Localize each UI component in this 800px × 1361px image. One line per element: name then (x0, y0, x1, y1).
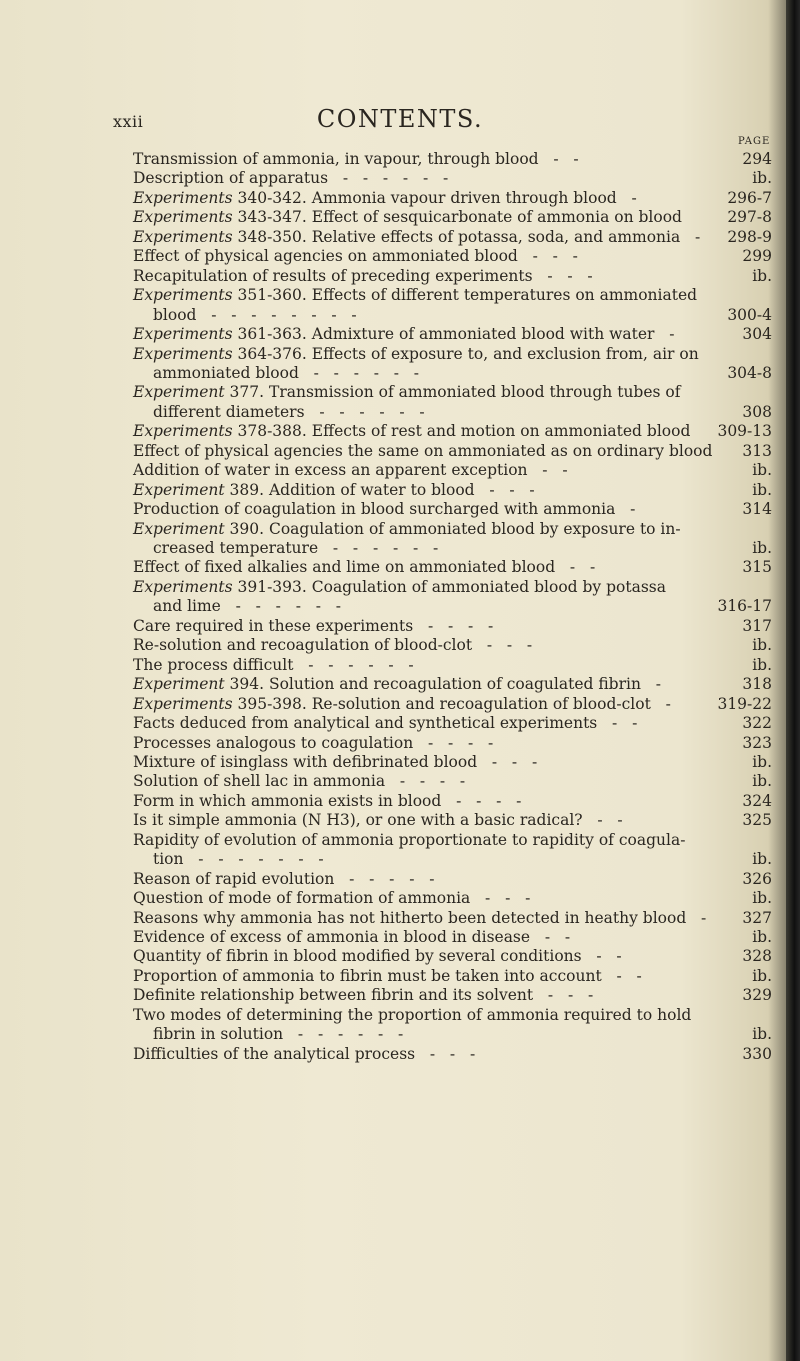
contents-entry (133, 441, 712, 461)
entry-italic-lead: Experiments (133, 228, 233, 246)
entry-text: Effect of fixed alkalies and lime on ammoniated blood (133, 558, 556, 576)
entry-leader-dashes: - - (601, 967, 642, 985)
entry-leader-dashes: - - - (517, 247, 578, 265)
contents-entry (133, 888, 530, 908)
entry-text: 351-360. Effects of different temperatures on ammoniated (232, 286, 698, 304)
entry-page-number: 309-13 (717, 422, 772, 440)
entry-text: Effect of physical agencies on ammoniated blood (133, 247, 518, 265)
entry-page-number: 324 (742, 792, 772, 810)
entry-page-number: ib. (752, 850, 772, 868)
entry-text: 394. Solution and recoagulation of coagulated fibrin (224, 675, 641, 693)
entry-text: Processes analogous to coagulation (133, 734, 414, 752)
entry-page-number: 319-22 (717, 695, 772, 713)
page-title: CONTENTS. (316, 105, 484, 133)
contents-entry (133, 771, 465, 791)
contents-entry (133, 616, 493, 636)
entry-page-number: ib. (752, 169, 772, 187)
entry-text: Transmission of ammonia, in vapour, through blood (133, 150, 539, 168)
entry-leader-dashes: - - - - - - (328, 169, 449, 187)
contents-entry (133, 985, 593, 1005)
entry-page-number: 329 (742, 986, 772, 1004)
contents-entry (133, 752, 537, 772)
entry-text: Form in which ammonia exists in blood (133, 792, 442, 810)
entry-text: 390. Coagulation of ammoniated blood by exposure to in- (224, 520, 681, 538)
entry-page-number: 316-17 (717, 597, 772, 615)
entry-leader-dashes: - - - (477, 753, 538, 771)
entry-page-number: 296-7 (727, 189, 772, 207)
entry-page-number: 315 (742, 558, 772, 576)
entry-text: 389. Addition of water to blood (224, 481, 475, 499)
entry-text: Is it simple ammonia (N H3), or one with a basic radical? (133, 811, 583, 829)
contents-entry (153, 305, 357, 325)
contents-entry (133, 499, 635, 519)
entry-text: 378-388. Effects of rest and motion on ammoniated blood (232, 422, 691, 440)
entry-italic-lead: Experiments (133, 695, 233, 713)
entry-page-number: 327 (742, 909, 772, 927)
entry-text: Re-solution and recoagulation of blood-clot (133, 636, 473, 654)
contents-entry (133, 227, 700, 247)
page-numeral: xxii (113, 112, 144, 131)
entry-text: 377. Transmission of ammoniated blood through tubes of (224, 383, 681, 401)
entry-text: blood (153, 306, 197, 324)
contents-entry (133, 382, 680, 402)
entry-page-number: 300-4 (727, 306, 772, 324)
entry-leader-dashes: - - - - - - - - (196, 306, 357, 324)
entry-page-number: 317 (742, 617, 772, 635)
contents-entry (133, 188, 637, 208)
entry-leader-dashes: - - - - - - (298, 364, 419, 382)
entry-page-number: ib. (752, 1025, 772, 1043)
contents-entry (133, 285, 697, 305)
entry-leader-dashes: - - (597, 714, 638, 732)
contents-entry (153, 849, 324, 869)
entry-text: and lime (153, 597, 221, 615)
entry-page-number: 297-8 (727, 208, 772, 226)
entry-text: Evidence of excess of ammonia in blood in disease (133, 928, 531, 946)
contents-entry (133, 421, 690, 441)
contents-entry (133, 246, 578, 266)
entry-italic-lead: Experiment (133, 675, 225, 693)
entry-page-number: 304 (742, 325, 772, 343)
entry-page-number: 318 (742, 675, 772, 693)
contents-entry (133, 149, 579, 169)
contents-entry (133, 694, 671, 714)
entry-page-number: 325 (742, 811, 772, 829)
entry-text: Reason of rapid evolution (133, 870, 335, 888)
entry-page-number: 314 (742, 500, 772, 518)
entry-italic-lead: Experiments (133, 578, 233, 596)
entry-leader-dashes: - - - - (441, 792, 522, 810)
entry-page-number: 322 (742, 714, 772, 732)
contents-entry (153, 596, 341, 616)
entry-page-number: 323 (742, 734, 772, 752)
entry-leader-dashes: - (686, 909, 707, 927)
entry-page-number: 328 (742, 947, 772, 965)
entry-page-number: ib. (752, 481, 772, 499)
entry-leader-dashes: - - - - (413, 617, 494, 635)
contents-entry (133, 966, 642, 986)
contents-entry (133, 266, 593, 286)
entry-leader-dashes: - - - - - - (283, 1025, 404, 1043)
contents-entry (133, 168, 448, 188)
entry-leader-dashes: - (680, 228, 701, 246)
entry-text: different diameters (153, 403, 305, 421)
contents-entry (133, 655, 414, 675)
entry-text: 343-347. Effect of sesquicarbonate of ammonia on blood (232, 208, 682, 226)
entry-text: Reasons why ammonia has not hitherto been detected in heathy blood (133, 909, 687, 927)
entry-leader-dashes: - - - - (385, 772, 466, 790)
page-column-label: PAGE (738, 136, 771, 147)
entry-page-number: 313 (742, 442, 772, 460)
entry-text: fibrin in solution (153, 1025, 284, 1043)
entry-leader-dashes: - - - (533, 986, 594, 1004)
entry-page-number: 299 (742, 247, 772, 265)
contents-entry (133, 480, 535, 500)
contents-entry (153, 538, 438, 558)
contents-entry (153, 402, 425, 422)
entry-page-number: 326 (742, 870, 772, 888)
entry-leader-dashes: - - (582, 811, 623, 829)
entry-text: Rapidity of evolution of ammonia proportionate to rapidity of coagula- (133, 831, 686, 849)
entry-text: Quantity of fibrin in blood modified by several conditions (133, 947, 582, 965)
contents-entry (133, 460, 568, 480)
entry-leader-dashes: - - - - (413, 734, 494, 752)
entry-leader-dashes: - - - (474, 481, 535, 499)
entry-page-number: ib. (752, 967, 772, 985)
entry-leader-dashes: - - (527, 461, 568, 479)
entry-italic-lead: Experiments (133, 422, 233, 440)
entry-italic-lead: Experiments (133, 189, 233, 207)
contents-entry (133, 557, 595, 577)
entry-page-number: ib. (752, 656, 772, 674)
entry-leader-dashes: - (616, 189, 637, 207)
entry-text: Two modes of determining the proportion of ammonia required to hold (133, 1006, 692, 1024)
contents-entry (133, 519, 681, 539)
entry-page-number: ib. (752, 753, 772, 771)
contents-entry (133, 946, 622, 966)
entry-leader-dashes: - - - - - - (318, 539, 439, 557)
entry-text: Definite relationship between fibrin and its solvent (133, 986, 534, 1004)
contents-entry (133, 324, 674, 344)
entry-italic-lead: Experiments (133, 345, 233, 363)
entry-leader-dashes: - (615, 500, 636, 518)
entry-text: Recapitulation of results of preceding experiments (133, 267, 533, 285)
entry-leader-dashes: - - - (415, 1045, 476, 1063)
entry-page-number: 294 (742, 150, 772, 168)
entry-text: Proportion of ammonia to fibrin must be taken into account (133, 967, 602, 985)
entry-text: Care required in these experiments (133, 617, 414, 635)
contents-entry (133, 1044, 475, 1064)
contents-entry (133, 344, 699, 364)
contents-entry (133, 674, 661, 694)
entry-page-number: ib. (752, 889, 772, 907)
entry-text: 395-398. Re-solution and recoagulation of blood-clot (232, 695, 651, 713)
entry-italic-lead: Experiment (133, 383, 225, 401)
contents-entry (133, 713, 637, 733)
entry-leader-dashes: - - (538, 150, 579, 168)
entry-page-number: ib. (752, 539, 772, 557)
entry-leader-dashes: - - - - - - (304, 403, 425, 421)
entry-page-number: ib. (752, 928, 772, 946)
contents-entry (133, 1005, 691, 1025)
entry-leader-dashes: - - - - - - - (183, 850, 324, 868)
entry-text: 348-350. Relative effects of potassa, soda, and ammonia (232, 228, 681, 246)
entry-italic-lead: Experiment (133, 520, 225, 538)
entry-text: Solution of shell lac in ammonia (133, 772, 386, 790)
entry-page-number: 298-9 (727, 228, 772, 246)
entry-leader-dashes: - (654, 325, 675, 343)
entry-text: 361-363. Admixture of ammoniated blood with water (232, 325, 655, 343)
entry-page-number: ib. (752, 636, 772, 654)
contents-entry (133, 207, 682, 227)
entry-text: Description of apparatus (133, 169, 329, 187)
contents-entry (133, 927, 570, 947)
entry-page-number: 330 (742, 1045, 772, 1063)
entry-text: The process difficult (133, 656, 294, 674)
entry-text: Question of mode of formation of ammonia (133, 889, 471, 907)
entry-leader-dashes: - - - - - (334, 870, 435, 888)
entry-italic-lead: Experiments (133, 286, 233, 304)
entry-page-number: ib. (752, 772, 772, 790)
entry-leader-dashes: - - (555, 558, 596, 576)
entry-text: ammoniated blood (153, 364, 299, 382)
entry-page-number: ib. (752, 267, 772, 285)
contents-entry (133, 830, 685, 850)
entry-text: Addition of water in excess an apparent exception (133, 461, 528, 479)
contents-entry (153, 363, 419, 383)
entry-page-number: 308 (742, 403, 772, 421)
entry-leader-dashes: - - (530, 928, 571, 946)
entry-text: Facts deduced from analytical and synthetical experiments (133, 714, 598, 732)
entry-text: Mixture of isinglass with defibrinated blood (133, 753, 478, 771)
entry-leader-dashes: - (650, 695, 671, 713)
entry-text: Production of coagulation in blood surcharged with ammonia (133, 500, 616, 518)
entry-italic-lead: Experiments (133, 208, 233, 226)
contents-entry (133, 577, 666, 597)
entry-text: Effect of physical agencies the same on ammoniated as on ordinary blood (133, 442, 713, 460)
entry-leader-dashes: - - - - - - (293, 656, 414, 674)
entry-leader-dashes: - - - (470, 889, 531, 907)
contents-entry (133, 733, 493, 753)
entry-text: creased temperature (153, 539, 319, 557)
contents-entry (133, 908, 706, 928)
entry-leader-dashes: - - - (472, 636, 533, 654)
contents-entry (153, 1024, 403, 1044)
contents-entry (133, 810, 623, 830)
entry-leader-dashes: - - - (532, 267, 593, 285)
entry-page-number: ib. (752, 461, 772, 479)
entry-text: 391-393. Coagulation of ammoniated blood by potassa (232, 578, 666, 596)
entry-text: 364-376. Effects of exposure to, and exclusion from, air on (232, 345, 699, 363)
entry-leader-dashes: - (640, 675, 661, 693)
entry-text: Difficulties of the analytical process (133, 1045, 416, 1063)
entry-italic-lead: Experiments (133, 325, 233, 343)
entry-text: tion (153, 850, 184, 868)
entry-text: 340-342. Ammonia vapour driven through blood (232, 189, 617, 207)
entry-page-number: 304-8 (727, 364, 772, 382)
entry-leader-dashes: - - - - - - (220, 597, 341, 615)
contents-entry (133, 791, 521, 811)
entry-italic-lead: Experiment (133, 481, 225, 499)
contents-entry (133, 635, 532, 655)
contents-entry (133, 869, 434, 889)
entry-leader-dashes: - - (581, 947, 622, 965)
